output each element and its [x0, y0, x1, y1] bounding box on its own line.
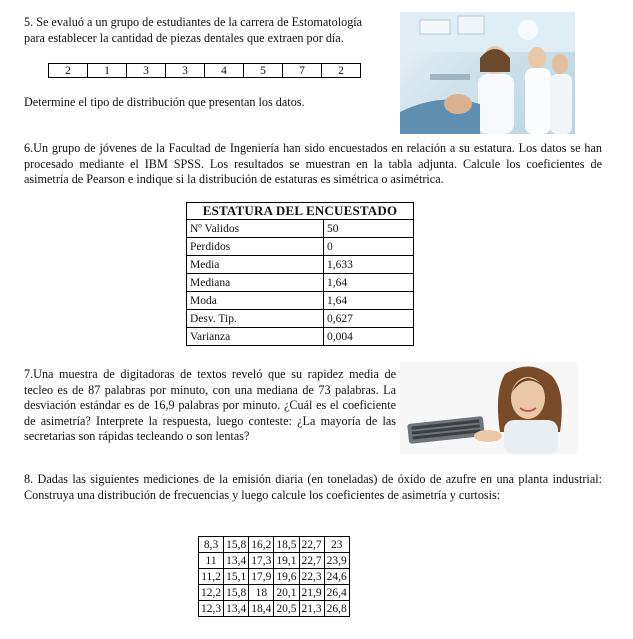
table-cell: 21,3 [299, 601, 324, 617]
table-row [199, 537, 350, 553]
table-cell: 4 [205, 64, 244, 78]
table-row [199, 585, 350, 601]
q7-text: 7.Una muestra de digitadoras de textos reveló que su rapidez media de tecleo es de 87 palabras por minuto, con una mediana de 73 palabras. La desviación estándar es de 16,9 palabras por minuto. ¿Cuál es el coeficiente de asimetría? Interprete la respuesta, luego conteste: ¿La mayoría de las secretarias son rápidas tecleando o son lentas? [24, 367, 396, 444]
table-cell: 18,5 [274, 537, 299, 553]
table-cell: 17,3 [249, 553, 274, 569]
table-row [187, 274, 414, 292]
row-label: Moda [187, 292, 324, 310]
table-row [187, 310, 414, 328]
q5-question: Determine el tipo de distribución que presentan los datos. [24, 95, 305, 109]
row-label: Nº Validos [187, 220, 324, 238]
table-cell: 2 [322, 64, 361, 78]
q5-line1: 5. Se evaluó a un grupo de estudiantes de la carrera de Estomatología [24, 15, 363, 29]
row-value: 0,627 [324, 310, 414, 328]
q8-text: 8. Dadas las siguientes mediciones de la emisión diaria (en toneladas) de óxido de azufre en una planta industrial: Construya una distribución de frecuencias y luego calcule los coeficientes de asimetría y curtosis: [24, 472, 602, 502]
row-value: 1,64 [324, 274, 414, 292]
table-cell: 16,2 [249, 537, 274, 553]
typist-illustration [400, 362, 578, 454]
table-row [199, 601, 350, 617]
table-cell: 19,6 [274, 569, 299, 585]
table-cell: 18 [249, 585, 274, 601]
typist-photo [400, 362, 578, 454]
row-value: 50 [324, 220, 414, 238]
table-cell: 22,7 [299, 537, 324, 553]
q6-text: 6.Un grupo de jóvenes de la Facultad de Ingeniería han sido encuestados en relación a su estatura. Los datos se han procesado mediante el IBM SPSS. Los resultados se muestran en la tabla adjunta. Calcule los coeficientes de asimetría de Pearson e indique si la distribución de estaturas es simétrica o asimétrica. [24, 141, 602, 187]
table-row [187, 328, 414, 346]
table-row [199, 569, 350, 585]
table-cell: 13,4 [224, 553, 249, 569]
q5-data-table [48, 63, 361, 78]
table-cell: 2 [49, 64, 88, 78]
table-cell: 5 [244, 64, 283, 78]
table-cell: 8,3 [199, 537, 224, 553]
table-cell: 11 [199, 553, 224, 569]
table-title: ESTATURA DEL ENCUESTADO [187, 203, 414, 220]
table-cell: 24,6 [324, 569, 349, 585]
table-cell: 18,4 [249, 601, 274, 617]
q6-statistics-table [186, 202, 414, 346]
row-label: Perdidos [187, 238, 324, 256]
q8-data-table [198, 536, 350, 617]
table-cell: 15,1 [224, 569, 249, 585]
table-cell: 1 [88, 64, 127, 78]
dental-clinic-photo [400, 12, 575, 134]
table-cell: 23,9 [324, 553, 349, 569]
table-cell: 22,3 [299, 569, 324, 585]
table-cell: 20,5 [274, 601, 299, 617]
table-row [187, 220, 414, 238]
q5-line2: para establecer la cantidad de piezas dentales que extraen por día. [24, 31, 344, 45]
row-value: 1,64 [324, 292, 414, 310]
table-cell: 3 [166, 64, 205, 78]
row-label: Media [187, 256, 324, 274]
table-row [199, 553, 350, 569]
row-label: Mediana [187, 274, 324, 292]
table-cell: 23 [324, 537, 349, 553]
table-header-row [187, 203, 414, 220]
table-cell: 19,1 [274, 553, 299, 569]
table-cell: 11,2 [199, 569, 224, 585]
table-row [187, 256, 414, 274]
table-cell: 22,7 [299, 553, 324, 569]
table-cell: 17,9 [249, 569, 274, 585]
table-row [49, 64, 361, 78]
row-value: 0 [324, 238, 414, 256]
table-cell: 20,1 [274, 585, 299, 601]
table-cell: 12,2 [199, 585, 224, 601]
table-cell: 21,9 [299, 585, 324, 601]
row-value: 0,004 [324, 328, 414, 346]
table-cell: 26,4 [324, 585, 349, 601]
table-cell: 7 [283, 64, 322, 78]
row-label: Desv. Tip. [187, 310, 324, 328]
table-row [187, 292, 414, 310]
row-label: Varianza [187, 328, 324, 346]
table-cell: 26,8 [324, 601, 349, 617]
row-value: 1,633 [324, 256, 414, 274]
dental-clinic-illustration [400, 12, 575, 134]
table-row [187, 238, 414, 256]
table-cell: 13,4 [224, 601, 249, 617]
table-cell: 3 [127, 64, 166, 78]
table-cell: 15,8 [224, 537, 249, 553]
table-cell: 12,3 [199, 601, 224, 617]
table-cell: 15,8 [224, 585, 249, 601]
